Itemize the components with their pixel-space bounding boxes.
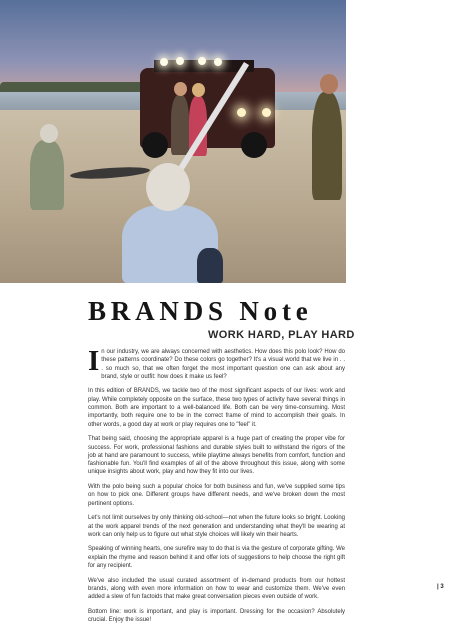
article-paragraph: We've also included the usual curated assortment of in-demand products from our hottest brands, along with even more information on how to wear and customize them. We've even added a slew of fun factoids that make great conversation pieces even outside of work. bbox=[88, 577, 345, 601]
article-paragraph: Bottom line: work is important, and play is important. Dressing for the occasion? Absolutely crucial. Enjoy the issue! bbox=[88, 608, 345, 624]
jeep bbox=[140, 68, 275, 148]
article-paragraph: Speaking of winning hearts, one surefire way to do that is via the gesture of corporate gifting. We explain the rhyme and reason behind it and offer lots of suggestions to help choose the right gift for any recipient. bbox=[88, 546, 345, 570]
beach-photoshoot-image bbox=[0, 0, 346, 283]
article-paragraph: In our industry, we are always concerned with aesthetics. How does this polo look? How do these patterns coordinate? Do these colors go together? It's a visual world that we live in . . . so much so, that we often forget the most important question one can ask about any brand, style or outfit: how does it make us feel? bbox=[88, 345, 345, 380]
page-number: | 3 bbox=[437, 584, 444, 590]
drop-cap: I bbox=[88, 345, 100, 377]
page-subtitle: WORK HARD, PLAY HARD bbox=[208, 329, 355, 341]
headlight bbox=[237, 108, 246, 117]
headlight bbox=[262, 108, 271, 117]
article-paragraph: In this edition of BRANDS, we tackle two of the most significant aspects of our lives: work and play. While completely opposite on the surface, these two types of activity have several things in common. Both are important to a well-balanced life. Both can be very time-consuming. Most importantly, both require one to be in the correct frame of mind to accomplish their goals. In other words, a good day at work or play requires one to "feel" it. bbox=[88, 388, 345, 428]
article-body bbox=[88, 345, 345, 631]
page-title: BRANDS Note bbox=[88, 296, 313, 326]
article-paragraph: With the polo being such a popular choice for both business and fun, we've supplied some tips on how to pick one. Different groups have different needs, and we've broken down the most pertinent options. bbox=[88, 484, 345, 507]
article-paragraph: Let's not limit ourselves by only thinking old-school—not when the future looks so bright. Looking at the work apparel trends of the next generation and understanding what they'll be wearing at work can only help us to figure out what style choices will likely win their hearts. bbox=[88, 515, 345, 538]
article-paragraph: That being said, choosing the appropriate apparel is a huge part of creating the proper vibe for success. For work, professional fashions and durable styles built to withstand the rigors of the job at hand are paramount to success, while playtime always benefits from comfort, function and fashionable fun. You'll find examples of all of the above throughout this issue, along with some unique insights about work, play and how they fit into our lives. bbox=[88, 436, 345, 476]
